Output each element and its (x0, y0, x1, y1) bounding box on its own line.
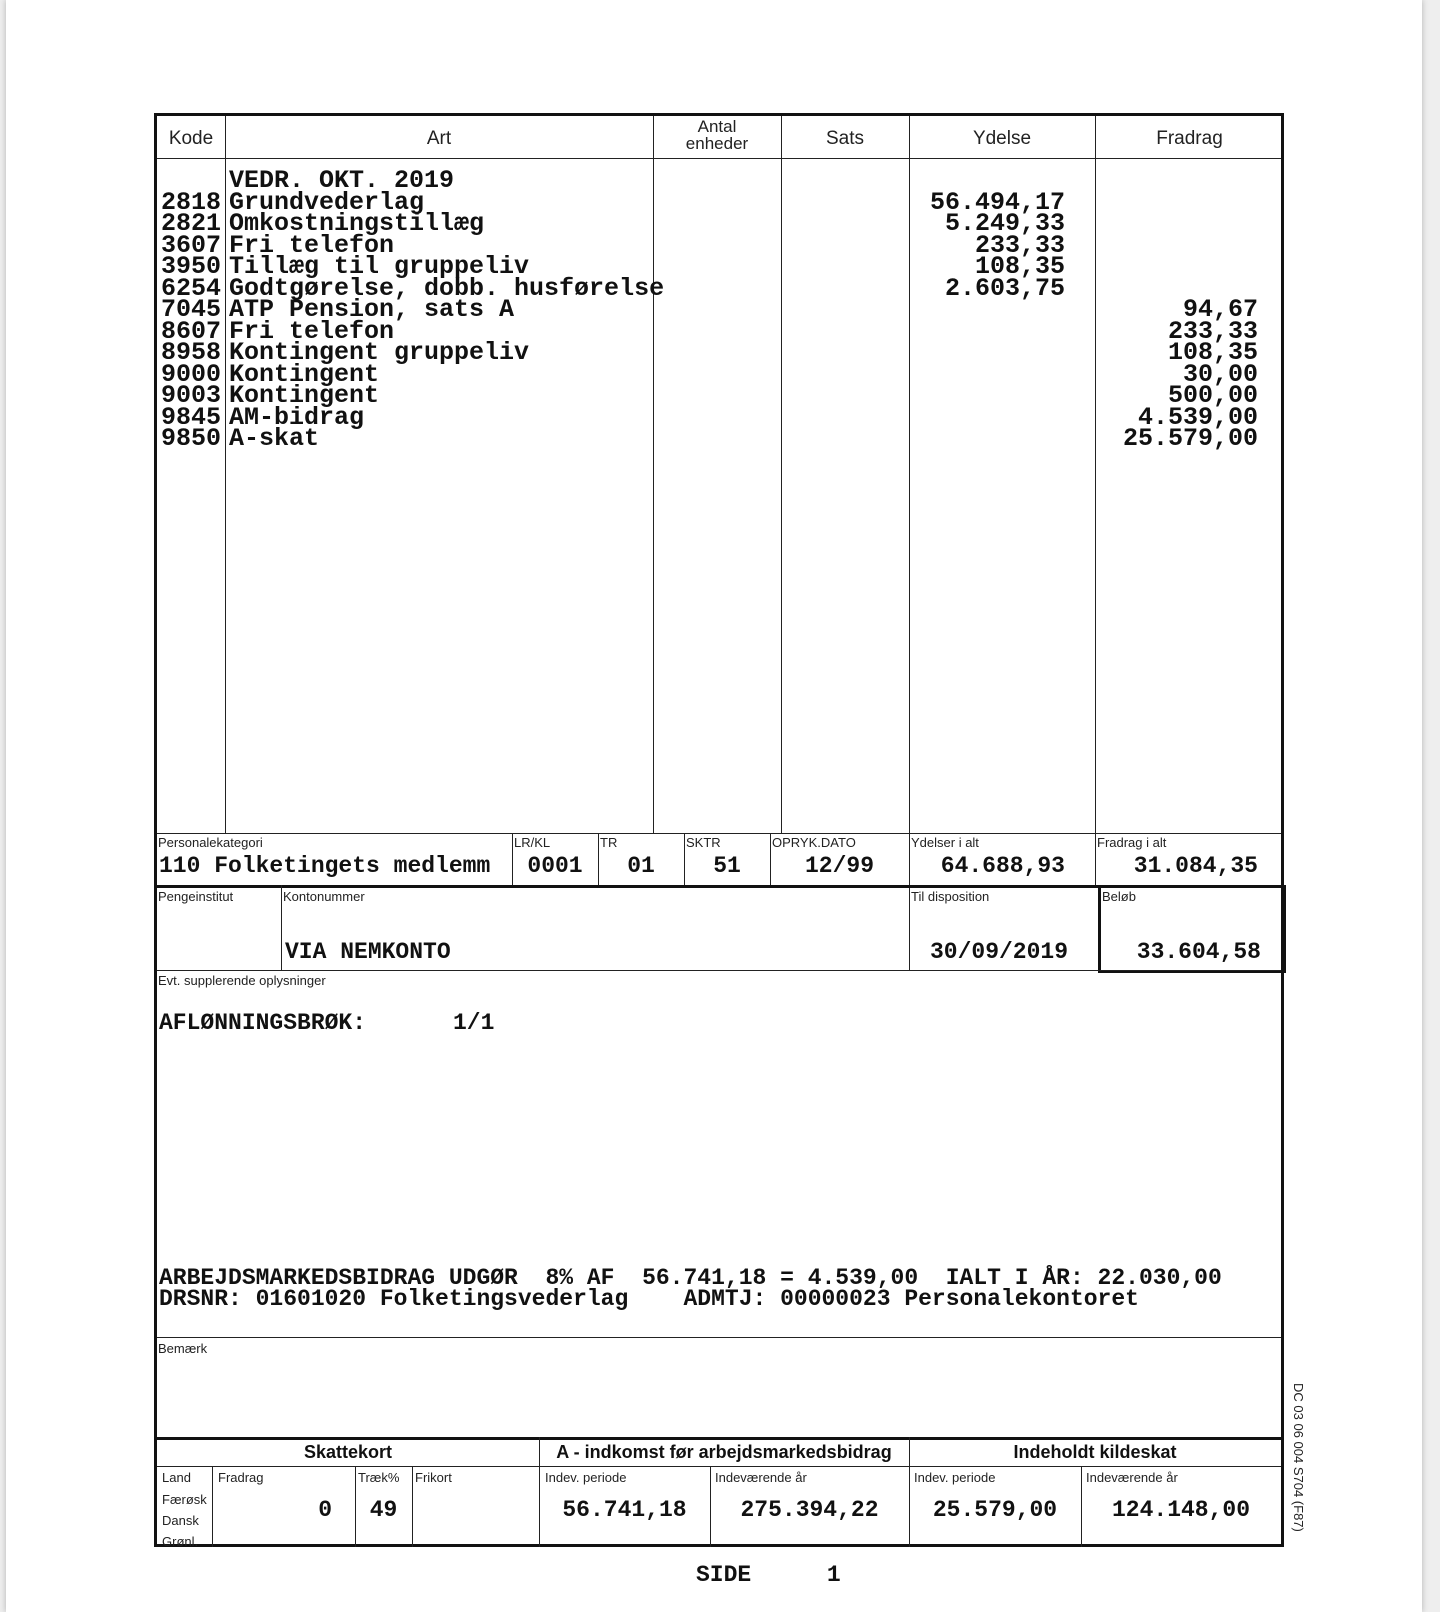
traek-value: 49 (369, 1497, 398, 1523)
payslip-form (154, 113, 1284, 1547)
bemaerk-label: Bemærk (158, 1341, 208, 1356)
k-periode-value: 25.579,00 (932, 1497, 1058, 1523)
lrkl-value: 0001 (527, 853, 583, 879)
beloeb-box (1098, 885, 1286, 973)
period-line: VEDR. OKT. 2019 (229, 166, 455, 195)
kildeskat-title: Indeholdt kildeskat (1013, 1442, 1177, 1462)
fradrag-i-alt-label: Fradrag i alt (1097, 835, 1167, 850)
line-fradrag: 500,00 (1167, 381, 1258, 410)
land-option-groenl: Grønl. (162, 1534, 199, 1549)
header-sats: Sats (825, 128, 865, 149)
line-ydelse: 108,35 (974, 252, 1065, 281)
line-fradrag: 94,67 (1182, 295, 1258, 324)
sktr-label: SKTR (686, 835, 721, 850)
line-art: Grundvederlag (229, 187, 425, 217)
kontonummer-value: VIA NEMKONTO (285, 939, 451, 965)
header-ydelse: Ydelse (972, 128, 1032, 149)
k-aar-value: 124.148,00 (1111, 1497, 1251, 1523)
am-bidrag-line: ARBEJDSMARKEDSBIDRAG UDGØR 8% AF 56.741,18 = 4.539,00 IALT I ÅR: 22.030,00 (159, 1265, 1222, 1291)
header-antal-line1: Antal (697, 117, 737, 136)
line-fradrag: 4.539,00 (1137, 402, 1258, 432)
lrkl-label: LR/KL (514, 835, 551, 850)
header-art: Art (426, 128, 452, 149)
land-label: Land (162, 1470, 191, 1485)
kontonummer-label: Kontonummer (283, 889, 365, 904)
a-aar-value: 275.394,22 (740, 1497, 879, 1523)
line-art: A-skat (229, 424, 320, 453)
pengeinstitut-label: Pengeinstitut (158, 889, 234, 904)
k-periode-label: Indev. periode (914, 1470, 996, 1485)
form-code: DC 03 06 004 S704 (F87) (1291, 1383, 1306, 1532)
skattekort-fradrag-value: 0 (318, 1497, 332, 1523)
page-number: 1 (826, 1562, 841, 1588)
line-kode: 6254 (161, 273, 222, 303)
fradrag-i-alt-value: 31.084,35 (1133, 853, 1258, 879)
tr-value: 01 (627, 853, 655, 879)
sktr-value: 51 (713, 853, 741, 879)
line-kode: 3607 (161, 230, 222, 260)
line-kode: 9850 (161, 424, 222, 453)
skattekort-fradrag-label: Fradrag (218, 1470, 264, 1485)
a-periode-value: 56.741,18 (562, 1497, 687, 1523)
a-aar-label: Indeværende år (715, 1470, 807, 1485)
line-art: Fri telefon (229, 230, 395, 260)
beloeb-value: 33.604,58 (1136, 939, 1261, 965)
afloenningsbroek-value: 1/1 (453, 1010, 495, 1036)
k-aar-label: Indeværende år (1086, 1470, 1178, 1485)
line-art: Tillæg til gruppeliv (229, 252, 530, 281)
header-kode: Kode (168, 128, 214, 149)
oprykdato-value: 12/99 (804, 853, 874, 879)
til-disposition-label: Til disposition (911, 889, 990, 904)
ydelser-i-alt-label: Ydelser i alt (911, 835, 979, 850)
tr-label: TR (600, 835, 618, 850)
land-option-faeroesk: Færøsk (162, 1492, 207, 1507)
line-ydelse: 233,33 (974, 230, 1065, 260)
a-periode-label: Indev. periode (545, 1470, 627, 1485)
line-kode: 8958 (161, 338, 222, 367)
ydelser-i-alt-value: 64.688,93 (940, 853, 1065, 879)
line-art: AM-bidrag (229, 402, 365, 432)
line-fradrag: 233,33 (1167, 316, 1258, 346)
line-fradrag: 108,35 (1167, 338, 1258, 367)
line-kode: 9000 (161, 359, 222, 389)
line-art: Omkostningstillæg (229, 209, 485, 238)
line-kode: 8607 (161, 316, 222, 346)
beloeb-label: Beløb (1102, 889, 1136, 904)
line-kode: 3950 (161, 252, 222, 281)
header-antal-line2: enheder (685, 134, 749, 153)
personalekategori-value: 110 Folketingets medlemm (159, 853, 491, 879)
header-fradrag: Fradrag (1156, 128, 1223, 149)
page-footer (696, 1562, 841, 1588)
line-art: ATP Pension, sats A (229, 295, 515, 324)
line-fradrag: 25.579,00 (1122, 424, 1258, 453)
line-art: Kontingent gruppeliv (229, 338, 530, 367)
skattekort-title: Skattekort (303, 1442, 393, 1462)
line-art: Kontingent (229, 381, 380, 410)
land-option-dansk: Dansk (162, 1513, 199, 1528)
personalekategori-label: Personalekategori (158, 835, 263, 850)
afloenningsbroek-label: AFLØNNINGSBRØK: (159, 1010, 367, 1036)
line-art: Kontingent (229, 359, 380, 389)
frikort-label: Frikort (415, 1470, 452, 1485)
oprykdato-label: OPRYK.DATO (772, 835, 856, 850)
line-art: Godtgørelse, dobb. husførelse (229, 273, 665, 303)
page-label: SIDE (696, 1562, 752, 1588)
line-ydelse: 56.494,17 (929, 187, 1065, 217)
line-kode: 2821 (161, 209, 222, 238)
payslip-page (6, 0, 1422, 1612)
line-ydelse: 2.603,75 (944, 273, 1065, 303)
line-kode: 7045 (161, 295, 222, 324)
drsnr-line: DRSNR: 01601020 Folketingsvederlag ADMTJ: 00000023 Personalekontoret (159, 1286, 1139, 1312)
line-ydelse: 5.249,33 (944, 209, 1065, 238)
line-fradrag: 30,00 (1182, 359, 1258, 389)
line-kode: 9003 (161, 381, 222, 410)
header-antal (653, 118, 781, 152)
supplerende-label: Evt. supplerende oplysninger (158, 973, 326, 988)
traek-label: Træk% (358, 1470, 400, 1485)
line-kode: 9845 (161, 402, 222, 432)
line-art: Fri telefon (229, 316, 395, 346)
line-kode: 2818 (161, 187, 222, 217)
a-indkomst-title: A - indkomst før arbejdsmarkedsbidrag (556, 1442, 892, 1462)
til-disposition-value: 30/09/2019 (929, 939, 1069, 965)
